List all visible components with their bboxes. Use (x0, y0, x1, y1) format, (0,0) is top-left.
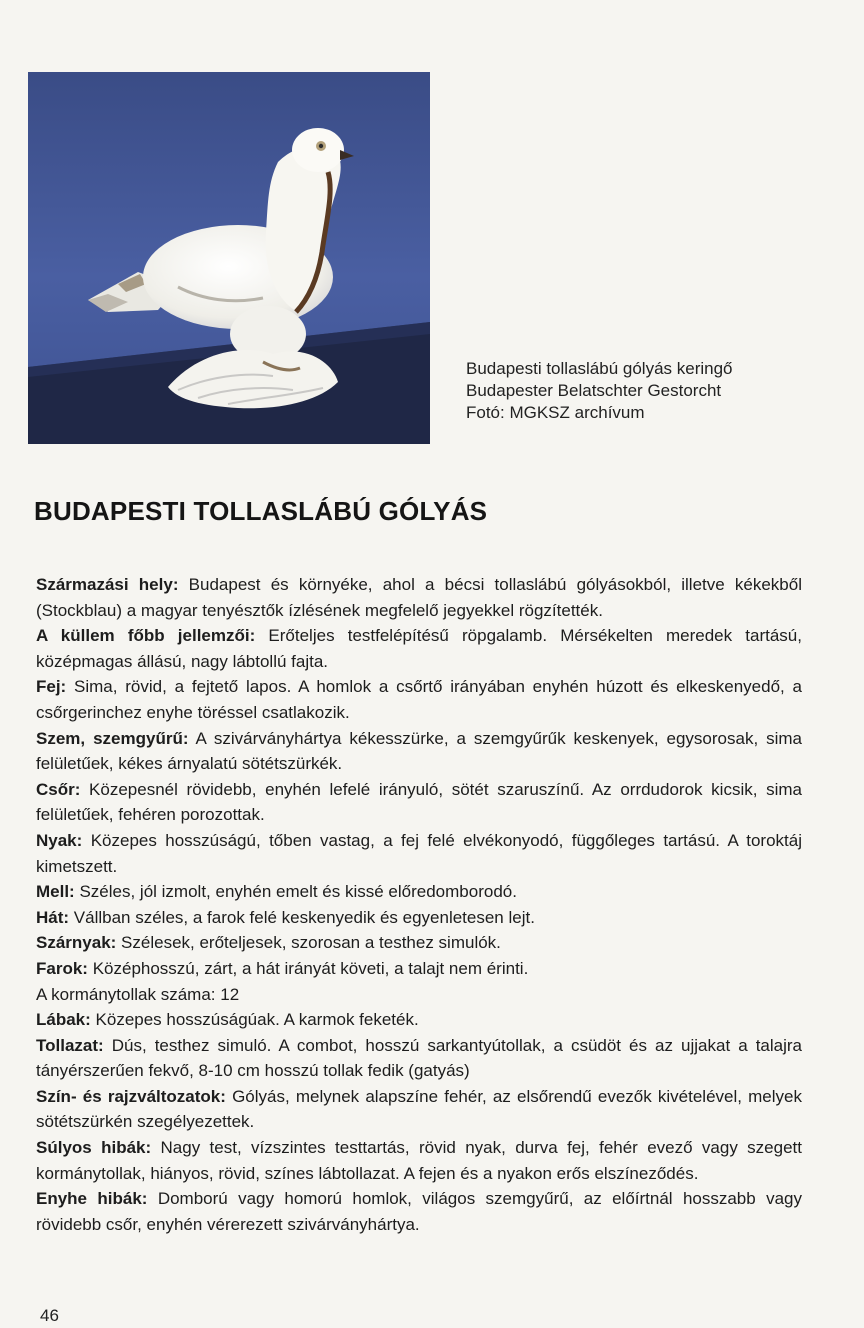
paragraph-label: Szárnyak: (36, 933, 117, 953)
paragraph-origin (36, 572, 802, 623)
paragraph-minor-faults (36, 1186, 802, 1237)
paragraph-eye (36, 726, 802, 777)
paragraph-color-varieties (36, 1084, 802, 1135)
paragraph-label: Szem, szemgyűrű: (36, 728, 189, 748)
paragraph-plumage (36, 1033, 802, 1084)
paragraph-text: Szélesek, erőteljesek, szorosan a testhez simulók. (116, 933, 501, 953)
paragraph-text: Vállban széles, a farok felé keskenyedik és egyenletesen lejt. (69, 907, 535, 927)
paragraph-text: Erőteljes testfelépítésű röpgalamb. Mérsékelten meredek tartású, középmagas állású, nagy lábtollú fajta. (36, 626, 802, 671)
caption-line-german: Budapester Belatschter Gestorcht (466, 381, 722, 400)
paragraph-legs (36, 1007, 802, 1033)
paragraph-beak (36, 777, 802, 828)
paragraph-text: Budapest és környéke, ahol a bécsi tollaslábú gólyásokból, illetve kékekből (Stockblau) a magyar tenyésztők ízlésének megfelelő jegyekkel rögzítették. (36, 575, 802, 620)
paragraph-label: Mell: (36, 882, 75, 902)
paragraph-chest (36, 879, 802, 905)
paragraph-label: Csőr: (36, 779, 81, 799)
paragraph-text: A szivárványhártya kékesszürke, a szemgyűrűk keskenyek, egysorosak, sima felületűek, kékes árnyalatú sötétszürkék. (36, 728, 803, 774)
paragraph-label: Súlyos hibák: (36, 1138, 152, 1158)
paragraph-main-features (36, 623, 802, 674)
paragraph-text: Dús, testhez simuló. A combot, hosszú sarkantyútollak, a csüdöt és az ujjakat a talajra tányérszerűen fekvő, 8-10 cm hosszú tollak fedik (gatyás) (36, 1035, 802, 1081)
paragraph-label: Fej: (36, 677, 67, 697)
paragraph-label: Tollazat: (36, 1035, 104, 1055)
paragraph-label: Nyak: (36, 830, 83, 850)
paragraph-text: Közepesnél rövidebb, enyhén lefelé irányuló, sötét szaruszínű. Az orrdudorok kicsik, sima felületűek, fehéren porozottak. (36, 779, 802, 825)
paragraph-label: A küllem főbb jellemzői: (36, 626, 256, 646)
paragraph-label: Farok: (36, 958, 88, 978)
paragraph-text: Közepes hosszúságú, tőben vastag, a fej felé elvékonyodó, függőleges tartású. A toroktáj kimetszett. (36, 830, 802, 876)
paragraph-label: Enyhe hibák: (36, 1189, 148, 1209)
paragraph-text: Nagy test, vízszintes testtartás, rövid nyak, durva fej, fehér evező vagy szegett kormánytollak, hiányos, rövid, színes lábtollazat. A fejen és a nyakon erős elszíneződés. (36, 1138, 802, 1183)
caption-line-hungarian: Budapesti tollaslábú gólyás keringő (466, 359, 733, 378)
paragraph-tail (36, 956, 802, 982)
paragraph-label: Hát: (36, 907, 70, 927)
paragraph-label: Szín- és rajzváltozatok: (36, 1086, 226, 1106)
paragraph-label: Lábak: (36, 1010, 91, 1030)
paragraph-neck (36, 828, 802, 879)
pigeon-illustration (28, 72, 430, 444)
paragraph-wings (36, 930, 802, 956)
paragraph-label: Származási hely: (36, 575, 179, 594)
paragraph-text: Széles, jól izmolt, enyhén emelt és kissé előredomborodó. (74, 882, 517, 902)
paragraph-tail-feather-count (36, 982, 802, 1008)
pigeon-photo (28, 72, 430, 444)
photo-caption (466, 358, 846, 424)
breed-title: BUDAPESTI TOLLASLÁBÚ GÓLYÁS (34, 496, 488, 526)
paragraph-text: Gólyás, melynek alapszíne fehér, az elsőrendű evezők kivételével, melyek sötétszürkén szegélyezettek. (36, 1086, 802, 1132)
breed-standard-text (36, 572, 802, 1237)
paragraph-head (36, 674, 802, 725)
paragraph-serious-faults (36, 1135, 802, 1186)
paragraph-text: A kormánytollak száma: 12 (36, 984, 240, 1004)
paragraph-text: Domború vagy homorú homlok, világos szemgyűrű, az előírtnál hosszabb vagy rövidebb csőr, enyhén vérerezett szivárványhártya. (36, 1189, 802, 1234)
page-number: 46 (40, 1306, 59, 1325)
paragraph-back (36, 905, 802, 931)
paragraph-text: Közepes hosszúságúak. A karmok feketék. (90, 1010, 419, 1030)
caption-line-photo-credit: Fotó: MGKSZ archívum (466, 403, 645, 422)
paragraph-text: Sima, rövid, a fejtető lapos. A homlok a csőrtő irányában enyhén húzott és elkeskenyedő, a csőrgerinchez enyhe töréssel csatlakozik. (36, 677, 802, 722)
paragraph-text: Középhosszú, zárt, a hát irányát követi, a talajt nem érinti. (87, 958, 529, 978)
